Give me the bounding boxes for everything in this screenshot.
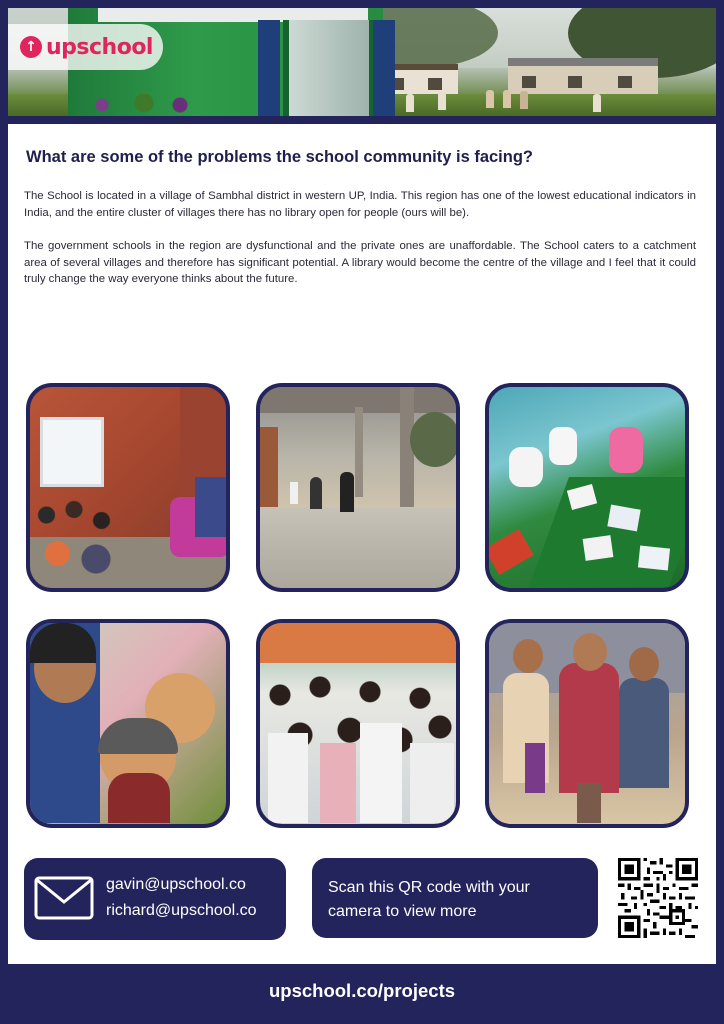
page-title: What are some of the problems the school community is facing? (26, 148, 533, 166)
paragraph-schools: The government schools in the region are dysfunctional and the private ones are unaffordable. The School caters to a catchment area of several villages and therefore has significant potential. A library would become the centre of the village and I feel that it could truly change the way everyone thinks about the future. (24, 240, 696, 285)
brand-logo (8, 24, 163, 70)
contact-box (24, 858, 286, 940)
photo-smiling-child (26, 619, 230, 828)
paragraph-location: The School is located in a village of Sambhal district in western UP, India. This region has one of the lowest educational indicators in India, and the entire cluster of villages there has no library open for people (ours will be). (24, 190, 696, 219)
photo-classroom (26, 383, 230, 592)
brand-name: upschool (46, 34, 153, 60)
qr-instruction-box (312, 858, 598, 938)
email-richard[interactable]: richard@upschool.co (106, 902, 257, 919)
qr-code[interactable] (618, 858, 698, 938)
photo-children-running (485, 619, 689, 828)
qr-instruction-text: Scan this QR code with your camera to view more (328, 879, 530, 920)
email-gavin[interactable]: gavin@upschool.co (106, 876, 246, 893)
envelope-icon (34, 876, 94, 920)
photo-schoolchildren-group (256, 619, 460, 828)
header-banner-photo (8, 8, 716, 116)
upschool-logo-icon: ↑ (20, 36, 42, 58)
footer-url[interactable]: upschool.co/projects (268, 980, 456, 1001)
content-panel (8, 124, 716, 964)
photo-corridor (256, 383, 460, 592)
photo-reading-mat (485, 383, 689, 592)
